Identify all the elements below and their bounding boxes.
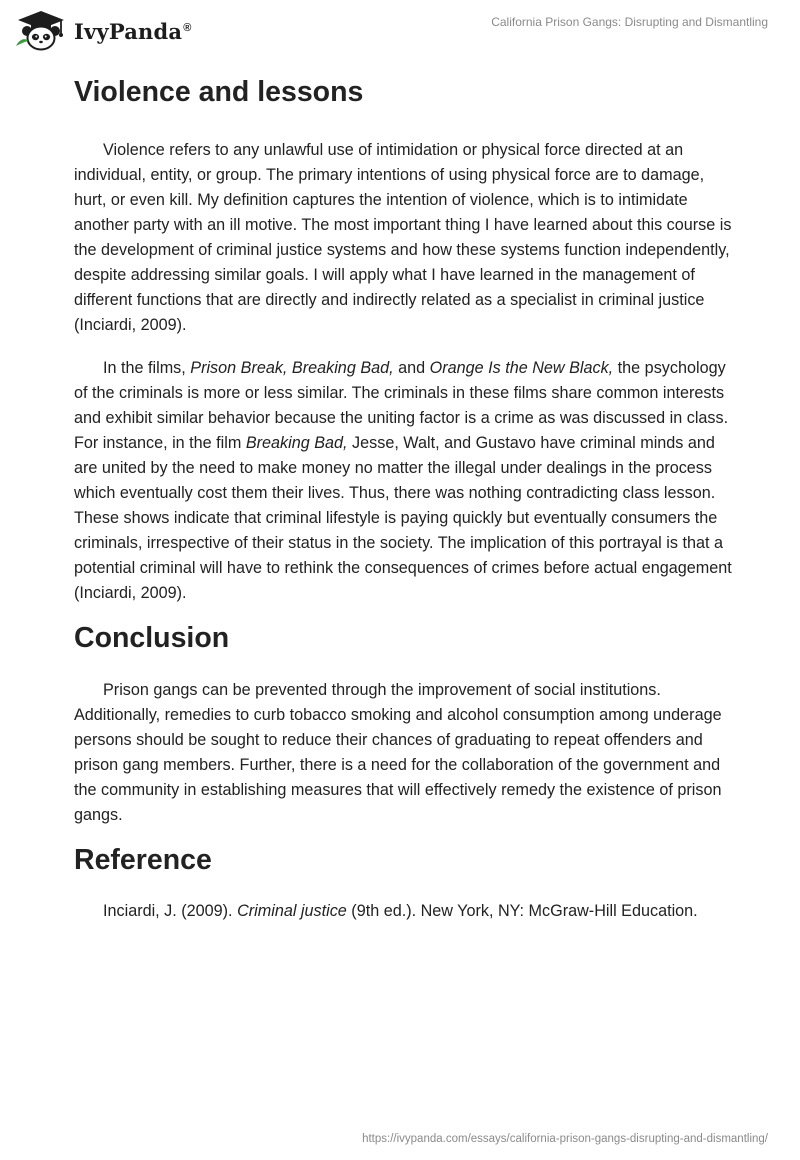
ivypanda-logo[interactable] (14, 8, 192, 52)
violence-paragraph-2: In the films, Prison Break, Breaking Bad, and Orange Is the New Black, the psychology of the criminals is more or less similar. The criminals in these films share common interests and exhibit similar behavior because the uniting factor is a crime as was discussed in class. For instance, in the film Breaking Bad, Jesse, Walt, and Gustavo have criminal minds and are united by the need to make money no matter the illegal under dealings in the process which eventually cost them their lives. Thus, there was nothing contradicting class lesson. These shows indicate that criminal lifestyle is paying quickly but eventually consumers the criminals, irrespective of their status in the society. The implication of this portrayal is that a potential criminal will have to rethink the consequences of crimes before actual engagement (Inciardi, 2009). (74, 359, 732, 602)
reference-book-title: Criminal justice (237, 902, 347, 920)
logo-wordmark: IvyPanda® (74, 18, 192, 44)
document-title: California Prison Gangs: Disrupting and Dismantling (491, 15, 768, 29)
source-url[interactable]: https://ivypanda.com/essays/california-prison-gangs-disrupting-and-dismantling/ (362, 1133, 768, 1145)
film-title-2: Orange Is the New Black, (429, 359, 614, 377)
reference-entry: Inciardi, J. (2009). Criminal justice (9th ed.). New York, NY: McGraw-Hill Education. (103, 902, 698, 920)
violence-paragraph-1: Violence refers to any unlawful use of intimidation or physical force directed at an individual, entity, or group. The primary intentions of using physical force are to damage, hurt, or even kill. My definition captures the intention of violence, which is to intimidate another party with an ill motive. The most important thing I have learned about this course is the development of criminal justice systems and how these systems function independently, despite addressing similar goals. I will apply what I have learned in the management of different functions that are directly and indirectly related as a specialist in criminal justice (Inciardi, 2009). (74, 141, 732, 334)
registered-mark: ® (183, 21, 192, 34)
heading-conclusion: Conclusion (74, 622, 230, 654)
heading-reference: Reference (74, 844, 212, 876)
film-titles-1: Prison Break, Breaking Bad, (190, 359, 394, 377)
film-title-3: Breaking Bad, (245, 434, 348, 452)
page-header (0, 0, 800, 60)
heading-violence-and-lessons: Violence and lessons (74, 76, 364, 108)
panda-graduation-cap-icon (14, 8, 68, 52)
conclusion-paragraph: Prison gangs can be prevented through the improvement of social institutions. Additionally, remedies to curb tobacco smoking and alcohol consumption among underage persons should be sought to reduce their chances of graduating to repeat offenders and prison gang members. Further, there is a need for the collaboration of the government and the community in establishing measures that will effectively remedy the existence of prison gangs. (74, 681, 722, 824)
essay-content (74, 70, 734, 924)
